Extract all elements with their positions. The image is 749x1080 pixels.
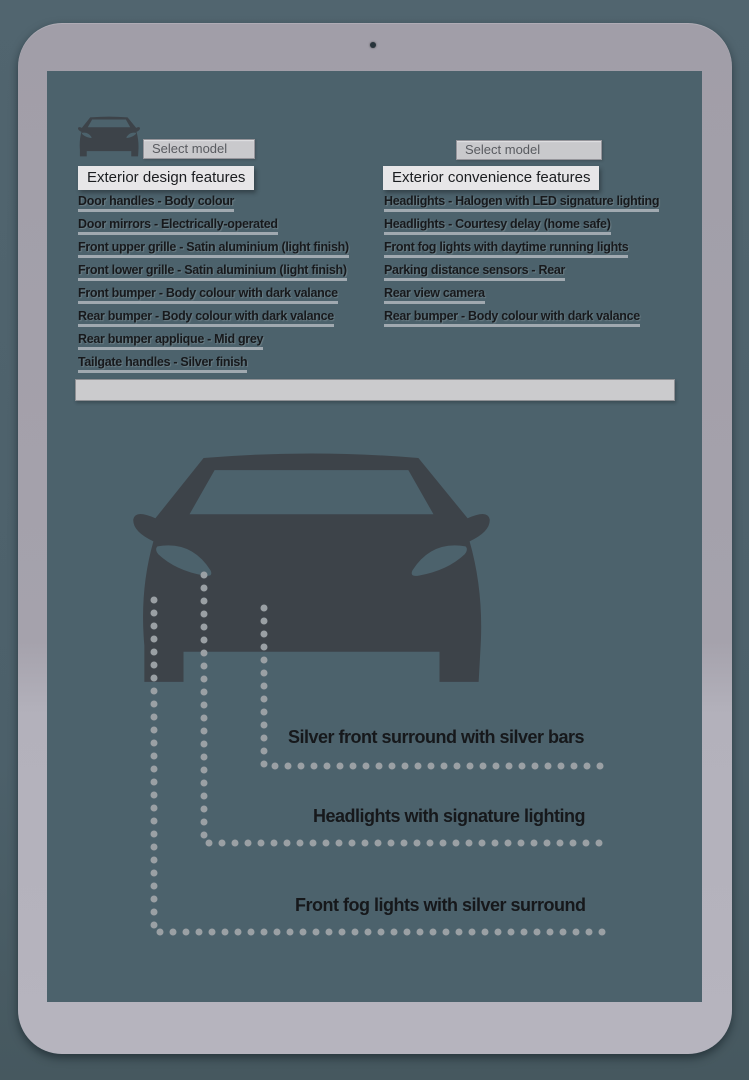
select-model-dropdown-left[interactable]: Select model [143, 139, 255, 159]
list-item: Front bumper - Body colour with dark valance [78, 286, 338, 304]
app-screen [47, 71, 702, 1002]
callout-silver-front-surround: Silver front surround with silver bars [288, 727, 585, 747]
tablet-frame [18, 23, 732, 1054]
list-item: Rear bumper applique - Mid grey [78, 332, 263, 350]
car-icon [78, 116, 140, 162]
list-item: Front upper grille - Satin aluminium (light finish) [78, 240, 349, 258]
exterior-design-header: Exterior design features [78, 166, 254, 190]
callout-headlights-signature: Headlights with signature lighting [313, 806, 586, 826]
select-model-dropdown-right[interactable]: Select model [456, 140, 602, 160]
list-item: Rear bumper - Body colour with dark valance [78, 309, 334, 327]
empty-field-bar [75, 379, 675, 401]
exterior-convenience-header: Exterior convenience features [383, 166, 599, 190]
list-item: Front lower grille - Satin aluminium (light finish) [78, 263, 347, 281]
list-item: Door handles - Body colour [78, 194, 234, 212]
list-item: Tailgate handles - Silver finish [78, 355, 247, 373]
exterior-convenience-list [384, 194, 659, 332]
exterior-design-list [78, 194, 349, 378]
list-item: Door mirrors - Electrically-operated [78, 217, 278, 235]
tablet-camera-dot [370, 42, 376, 48]
list-item: Front fog lights with daytime running lights [384, 240, 628, 258]
list-item: Parking distance sensors - Rear [384, 263, 565, 281]
list-item: Headlights - Courtesy delay (home safe) [384, 217, 611, 235]
list-item: Headlights - Halogen with LED signature lighting [384, 194, 659, 212]
car-front-silhouette [133, 450, 490, 714]
list-item: Rear bumper - Body colour with dark valance [384, 309, 640, 327]
list-item: Rear view camera [384, 286, 485, 304]
callout-front-fog-lights: Front fog lights with silver surround [295, 895, 586, 915]
